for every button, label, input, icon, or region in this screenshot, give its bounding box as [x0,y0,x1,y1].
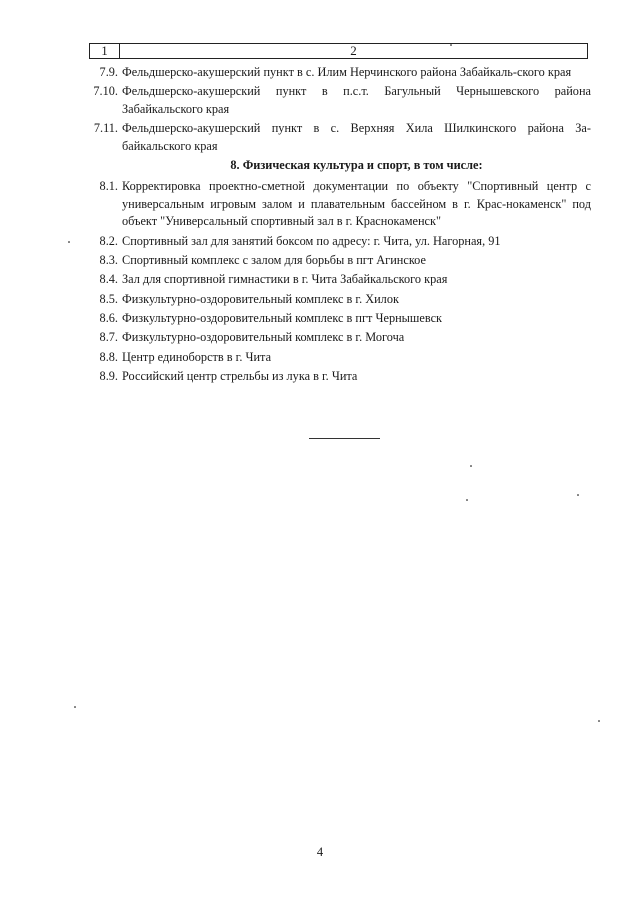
item-number: 7.11. [93,121,118,136]
section-title: 8. Физическая культура и спорт, в том числе: [230,158,483,173]
list-item [88,233,591,251]
item-text: Фельдшерско-акушерский пункт в с. Илим Нерчинского района Забайкаль-ского края [122,65,572,79]
item-text: Корректировка проектно-сметной документации по объекту "Спортивный центр с универсальным игровым залом и плавательным бассейном в г. Крас-нокаменск" под объект "Универсальный спортивный зал в г. Краснокаменск" [122,178,591,229]
list-item [88,83,591,118]
item-number: 8.3. [99,252,118,267]
item-number: 8.9. [99,369,118,384]
list-item [88,120,591,155]
item-text: Российский центр стрельбы из лука в г. Чита [122,369,358,384]
item-text: Спортивный комплекс с залом для борьбы в пгт Агинское [122,252,426,267]
item-number: 8.1. [99,178,118,193]
item-number: 8.5. [99,291,118,306]
scan-speck [598,720,600,722]
scan-speck [68,241,70,243]
item-text: Физкультурно-оздоровительный комплекс в пгт Чернышевск [122,311,443,326]
table-column-header [89,43,588,59]
list-item [88,271,591,289]
scan-speck [470,465,472,467]
item-number: 7.10. [93,84,118,99]
item-text: Фельдшерско-акушерский пункт в п.с.т. Багульный Чернышевского района Забайкальского края [122,84,591,116]
item-number: 8.6. [99,311,118,326]
scan-speck [466,499,468,501]
list-item [88,310,591,328]
list-item [88,252,591,270]
item-text: Физкультурно-оздоровительный комплекс в г. Могоча [122,330,405,345]
item-list [88,64,591,388]
list-item [88,349,591,367]
item-text: Центр единоборств в г. Чита [122,349,272,364]
item-text: Физкультурно-оздоровительный комплекс в г. Хилок [122,291,399,306]
scan-speck [450,44,452,46]
list-item [88,368,591,386]
item-number: 8.4. [99,272,118,287]
column-number-2: 2 [350,43,357,58]
closing-rule [309,438,380,439]
item-text: Спортивный зал для занятий боксом по адресу: г. Чита, ул. Нагорная, 91 [122,233,501,248]
list-item [88,178,591,231]
list-item [88,329,591,347]
page-number: 4 [316,845,324,859]
scan-speck [577,494,579,496]
item-number: 8.2. [99,233,118,248]
list-item [88,291,591,309]
item-number: 8.7. [99,330,118,345]
item-text: Зал для спортивной гимнастики в г. Чита Забайкальского края [122,272,448,287]
scan-speck [74,706,76,708]
item-text: Фельдшерско-акушерский пункт в с. Верхняя Хила Шилкинского района За-байкальского края [122,121,591,153]
item-number: 8.8. [99,349,118,364]
column-number-1: 1 [90,44,120,58]
list-item [88,64,591,82]
item-number: 7.9. [99,65,118,79]
